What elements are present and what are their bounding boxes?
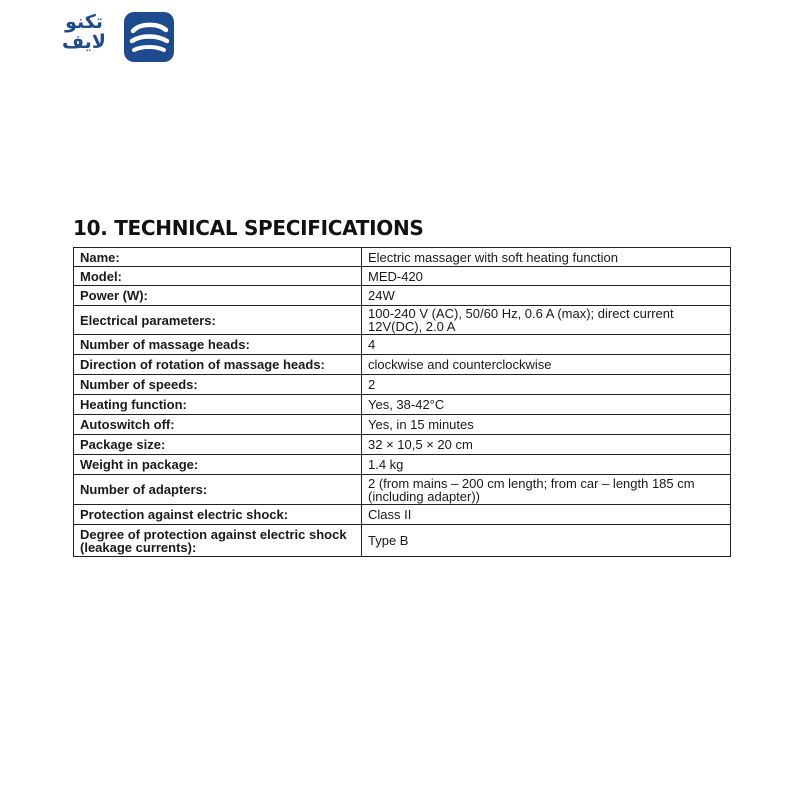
spec-value: clockwise and counterclockwise [362,355,731,375]
spec-label: Model: [74,267,362,286]
spec-row [74,505,731,525]
spec-row [74,475,731,505]
spec-label: Name: [74,248,362,267]
spec-label: Number of massage heads: [74,335,362,355]
section-heading: 10. TECHNICAL SPECIFICATIONS [73,216,424,240]
spec-row [74,525,731,557]
spec-label: Autoswitch off: [74,415,362,435]
spec-value: 4 [362,335,731,355]
brand-name-line1: تکنو [65,11,103,33]
spec-value: MED-420 [362,267,731,286]
spec-row [74,248,731,267]
spec-label: Number of speeds: [74,375,362,395]
brand-name-line2: لایف [62,31,106,53]
spec-table [73,247,731,557]
spec-row [74,395,731,415]
spec-value: 2 [362,375,731,395]
spec-row [74,355,731,375]
spec-label: Direction of rotation of massage heads: [74,355,362,375]
spec-label: Weight in package: [74,455,362,475]
spec-value: 32 × 10,5 × 20 cm [362,435,731,455]
spec-label: Number of adapters: [74,475,362,505]
spec-row [74,286,731,306]
spec-row [74,335,731,355]
spec-label: Degree of protection against electric shock (leakage currents): [74,525,362,557]
spec-row [74,435,731,455]
spec-value: Yes, in 15 minutes [362,415,731,435]
spec-value: Yes, 38-42°C [362,395,731,415]
spec-value: 100-240 V (AC), 50/60 Hz, 0.6 A (max); direct current 12V(DC), 2.0 A [362,306,731,335]
spec-label: Protection against electric shock: [74,505,362,525]
spec-value: 2 (from mains – 200 cm length; from car – length 185 cm (including adapter)) [362,475,731,505]
spec-row [74,415,731,435]
spec-label: Power (W): [74,286,362,306]
spec-label: Heating function: [74,395,362,415]
spec-row [74,306,731,335]
spec-value: 24W [362,286,731,306]
spec-row [74,455,731,475]
spec-label: Package size: [74,435,362,455]
spec-table-body [74,248,731,557]
spec-value: Class II [362,505,731,525]
spec-row [74,375,731,395]
brand-logo[interactable] [48,12,174,62]
spec-value: Electric massager with soft heating function [362,248,731,267]
spec-value: Type B [362,525,731,557]
technolife-logo-icon [124,12,174,62]
spec-label: Electrical parameters: [74,306,362,335]
brand-name [48,12,120,52]
spec-value: 1.4 kg [362,455,731,475]
spec-row [74,267,731,286]
